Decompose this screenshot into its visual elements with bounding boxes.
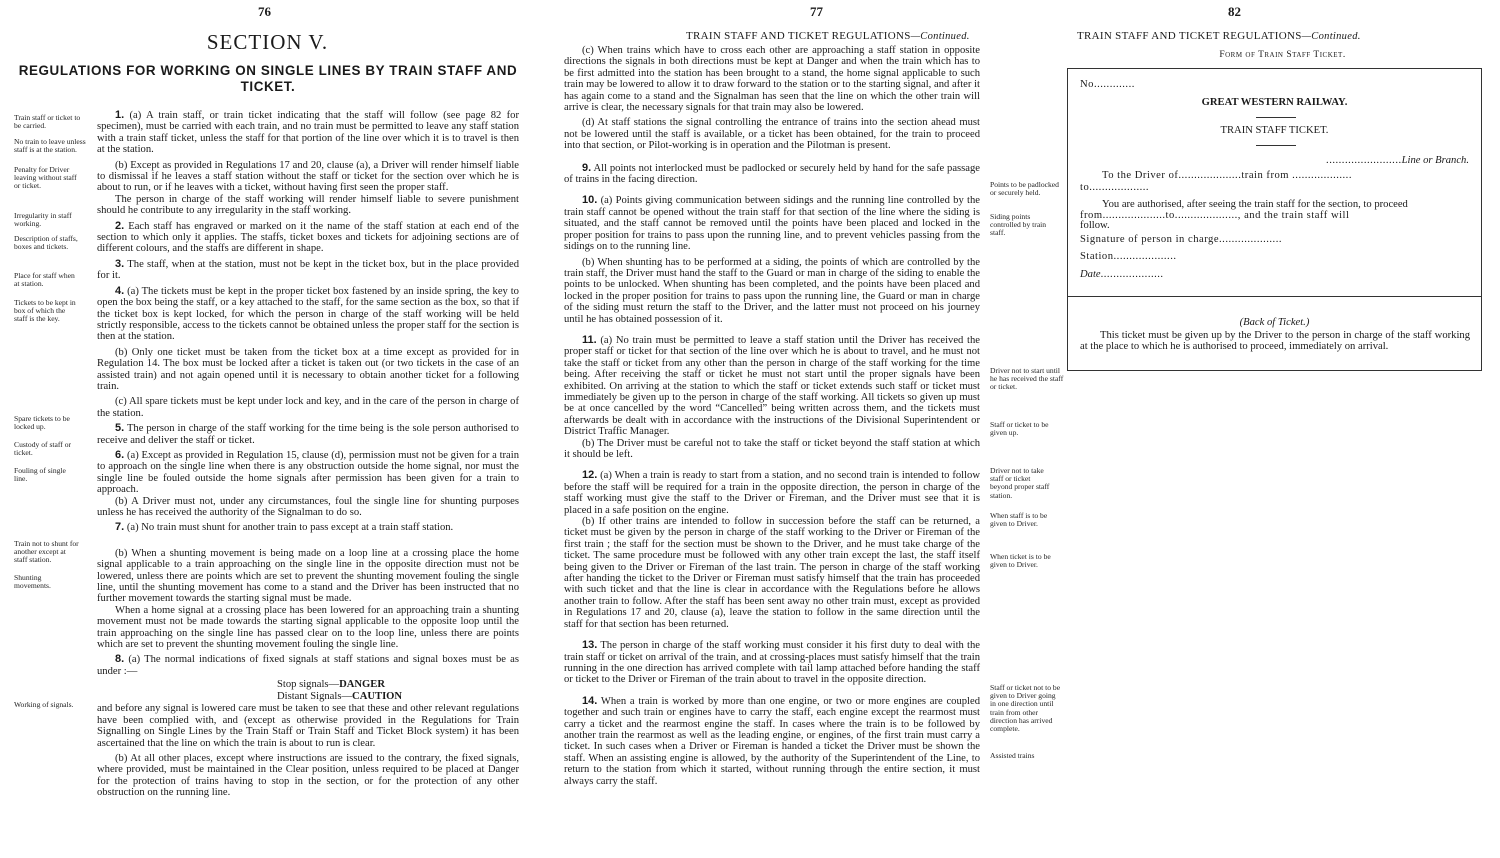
margin-note: Irregularity in staff working.	[14, 211, 72, 229]
to-line: to...................	[1080, 182, 1150, 193]
margin-note: Points to be padlocked or securely held.	[990, 180, 1059, 198]
ticket-number: No.............	[1080, 79, 1135, 90]
regulation-10a: 10. (a) Points giving communication between sidings and the running line controlled by the train staff cannot be opened without the train staff for that section of the line where the siding is situated, and the staff cannot be removed until the points have been placed and locked in the proper position for trains to pass upon the running line, and to prevent vehicles passing from the sidings on to the running line.	[564, 194, 980, 253]
running-head: TRAIN STAFF AND TICKET REGULATIONS—Continued.	[1077, 30, 1361, 42]
regulation-8c: (c) When trains which have to cross each other are approaching a staff station in opposite directions the signals in both directions must be kept at Danger and when the train which has to be first admitted into the station has been brought to a stand, the home signal applicable to such train may be lowered to allow it to draw forward to the station or to the starting signal, and after it has again come to a stand and the Signalman has seen that the line on which the other train will arrive is clear, the necessary signals for that train may also be lowered.	[564, 45, 980, 114]
regulation-8b: (b) At all other places, except where instructions are issued to the contrary, the fixed signals, where provided, must be maintained in the Clear position, unless required to be placed at Danger for the protection of trains having to stop in the section, or for the protection of any other obstruction on the running line.	[97, 752, 519, 799]
margin-note: Tickets to be kept in box of which the staff is the key.	[14, 298, 76, 324]
page-number: 82	[1228, 4, 1241, 19]
margin-note: Train not to shunt for another except at staff station.	[14, 539, 79, 565]
regulation-1a: 1. (a) A train staff, or train ticket indicating that the staff will follow (see page 82 for specimen), must be carried with each train, and no train must be permitted to leave any staff station with a train staff ticket, unless the staff for that portion of the line over which it is to travel is then at the station.	[97, 109, 519, 156]
regulation-7a: 7. (a) No train must shunt for another train to pass except at a train staff station.	[115, 521, 454, 534]
regulation-4a: 4. (a) The tickets must be kept in the proper ticket box fastened by an inside spring, the key to open the box being the staff, or a key attached to the staff, for the same section as the box, so that if the ticket box is kept locked, for which the person in charge of the staff working will be held strictly responsible, access to the tickets cannot be obtained unless the proper staff for the section is then at the station.	[97, 284, 519, 343]
regulation-8a: 8. (a) The normal indications of fixed signals at staff stations and signal boxes must be as under :—	[97, 653, 519, 677]
regulation-8d: (d) At staff stations the signal controlling the entrance of trains into the section ahead must not be lowered until the staff is available, or a ticket has been obtained, for the train to proceed into that section, or Pilot-working is in operation and the Pilotman is present.	[564, 117, 980, 152]
page-number: 76	[258, 4, 271, 19]
margin-note: Description of staffs, boxes and tickets.	[14, 234, 78, 252]
authorised-line-1: You are authorised, after seeing the train staff for the section, to proceed	[1102, 199, 1408, 210]
page-76	[0, 0, 535, 858]
page-number: 77	[810, 4, 823, 19]
margin-note: When staff is to be given to Driver.	[990, 511, 1048, 529]
regulation-10b: (b) When shunting has to be performed at a siding, the points of which are controlled by the train staff, the Driver must hand the staff to the Guard or man in charge of the siding to enable the points to be unlocked. When shunting has been completed, and the points have been placed and locked in the proper position for trains to pass upon the running line, the Guard or man in charge of the siding must return the staff to the Driver, and the latter must not proceed on his journey until he has obtained possession of it.	[564, 256, 980, 325]
divider	[1256, 145, 1296, 146]
margin-note: Assisted trains	[990, 751, 1035, 760]
distant-signals-line: Distant Signals—CAUTION	[277, 691, 403, 703]
margin-note: Shunting movements.	[14, 573, 51, 591]
running-head: TRAIN STAFF AND TICKET REGULATIONS—Continued.	[686, 30, 970, 42]
margin-note: Train staff or ticket to be carried.	[14, 113, 81, 131]
page-82	[1065, 0, 1500, 858]
margin-note: Penalty for Driver leaving without staff or ticket.	[14, 165, 77, 191]
regulation-7c: When a home signal at a crossing place has been lowered for an approaching train a shunting movement must not be made towards the starting signal applicable to the opposite loop until the train approaching on the single line has passed clear on to the loop line, unless there are points which are set to prevent the shunting movement fouling the single line.	[97, 604, 519, 651]
station-line: Station....................	[1080, 251, 1177, 262]
authorised-line-2: from....................to...................., and the train staff will	[1080, 210, 1350, 221]
line-or-branch: ........................Line or Branch.	[1326, 155, 1469, 166]
margin-note: Siding points controlled by train staff.	[990, 212, 1047, 238]
divider	[1256, 117, 1296, 118]
regulation-14: 14. When a train is worked by more than one engine, or two or more engines are coupled together and such train or engines have to carry the staff, each engine except the rearmost must carry a ticket and the rearmost engine the staff. In cases where the train is to be followed by another train the rearmost as well as the leading engine, or engines, of the first train must carry a ticket. In such cases when a Driver or Fireman is handed a ticket the Driver must be shown the staff. When an assisting engine is allowed, by the authority of the Superintendent of the Line, to return to the station from which it started, without running through the entire section, it must always carry the staff.	[564, 694, 980, 787]
margin-note: Driver not to take staff or ticket beyond proper staff station.	[990, 466, 1050, 500]
back-of-ticket-heading: (Back of Ticket.)	[1239, 317, 1310, 328]
date-line: Date....................	[1080, 269, 1164, 280]
train-staff-ticket-form	[1067, 68, 1482, 371]
regulation-11a: 11. (a) No train must be permitted to leave a staff station until the Driver has received the proper staff or ticket for that section of the line over which he is about to travel, and he must not take the staff or ticket from any other than the person in charge of the staff working for the time being. After receiving the staff or ticket he must not start until the proper signals have been exhibited. On arriving at the station to which the staff or ticket extends such staff or ticket must immediately be given up to the person in charge of the staff working. All tickets so given up must be at once cancelled by the word “Cancelled” being written across them, and the tickets must afterwards be dealt with in accordance with the instructions of the Divisional Superintendent or District Traffic Manager.	[564, 333, 980, 438]
regulation-4b: (b) Only one ticket must be taken from the ticket box at a time except as provided for in Regulation 14. The box must be locked after a ticket is taken out (or two tickets in the case of an assisted train) and not again opened until it is necessary to obtain another ticket for a following train.	[97, 346, 519, 392]
regulation-9: 9. All points not interlocked must be padlocked or securely held by hand for the safe passage of trains in the facing direction.	[564, 161, 980, 186]
margin-note: When ticket is to be given to Driver.	[990, 552, 1051, 570]
regulations-body	[97, 110, 519, 799]
to-driver-line: To the Driver of....................train from ...................	[1102, 170, 1352, 181]
regulation-5: 5. The person in charge of the staff working for the time being is the sole person authorised to receive and deliver the staff or ticket.	[97, 422, 519, 446]
regulation-1c: The person in charge of the staff working will render himself liable to severe punishment should he contribute to any irregularity in the staff working.	[97, 193, 519, 217]
regulation-13: 13. The person in charge of the staff working must consider it his first duty to deal with the train staff or ticket on arrival of the train, and at crossing-places must satisfy himself that the train running in the one direction has arrived complete with tail lamp attached before handing the staff or ticket to the Driver or Fireman of the train about to travel in the opposite direction.	[564, 639, 980, 686]
regulations-title: REGULATIONS FOR WORKING ON SINGLE LINES BY TRAIN STAFF AND TICKET.	[18, 63, 518, 94]
page-77	[540, 0, 1065, 858]
regulation-12a: 12. (a) When a train is ready to start from a station, and no second train is intended to follow before the staff will be required for a train in the opposite direction, the person in charge of the staff working must give the staff to the Driver or Fireman, and the Driver must see that it is placed in a safe position on the engine.	[564, 469, 980, 516]
company-name: GREAT WESTERN RAILWAY.	[1201, 97, 1348, 108]
margin-note: Staff or ticket not to be given to Driver going in one direction until train from other direction has arrived complete.	[990, 683, 1061, 734]
signature-line: Signature of person in charge....................	[1080, 234, 1283, 245]
authorised-line-3: follow.	[1080, 220, 1110, 231]
regulation-6b: (b) A Driver must not, under any circumstances, foul the single line for shunting purposes unless he has received the authority of the Signalman to do so.	[97, 495, 519, 518]
margin-note: Custody of staff or ticket.	[14, 440, 72, 458]
regulation-12b: (b) If other trains are intended to follow in succession before the staff can be returned, a ticket must be given by the person in charge of the staff working to the Driver or Fireman of the first train ; the staff for the section must be shown to the Driver, and he must take charge of the ticket. The same procedure must be followed with any other train except the last, the staff itself being given to the Driver or Fireman of the last train. The person in charge of the staff working after handing the ticket to the Driver or Fireman must satisfy himself that the train has proceeded with such ticket and that the line is clear in accordance with the Regulations before he allows another train to follow. After the staff has been sent away no other train must, except as provided in Regulations 17 and 20, clause (a), leave the station to follow in the same direction until the staff for that section has been returned.	[564, 516, 980, 630]
section-title: SECTION V.	[206, 30, 329, 54]
regulation-6a: 6. (a) Except as provided in Regulation 15, clause (d), permission must not be given for a train to approach on the single line when there is any obstruction outside the home signal, nor must the single line be fouled outside the home signals after permission has been given for a train to approach.	[97, 448, 519, 496]
margin-note: Driver not to start until he has received the staff or ticket.	[990, 366, 1064, 392]
margin-note: Staff or ticket to be given up.	[990, 420, 1049, 438]
regulations-body	[564, 45, 980, 787]
margin-note: No train to leave unless staff is at the station.	[14, 137, 86, 155]
regulation-2: 2. Each staff has engraved or marked on it the name of the staff station at each end of the section to which only it applies. The staffs, ticket boxes and tickets for adjoining sections are of different colours, and the staffs are different in shape.	[97, 219, 519, 255]
regulation-1b: (b) Except as provided in Regulations 17 and 20, clause (a), a Driver will render himself liable to dismissal if he leaves a staff station without the staff or ticket for the section over which he is about to run, or if he leaves with a ticket, without having first seen the proper staff.	[97, 159, 519, 194]
margin-note: Working of signals.	[14, 700, 74, 709]
ticket-front	[1068, 69, 1481, 297]
margin-note: Fouling of single line.	[14, 466, 66, 484]
regulation-11b: (b) The Driver must be careful not to take the staff or ticket beyond the staff station at which it should be left.	[564, 437, 980, 460]
regulation-7b: (b) When a shunting movement is being made on a loop line at a crossing place the home signal applicable to a train approaching on the single line in the opposite direction must not be lowered, unless there are points which are set to prevent the shunting movement fouling the single line, until the shunting movement has come to a stand and the Driver has been instructed that no further movement towards the starting signal must be made.	[97, 547, 519, 605]
margin-note: Spare tickets to be locked up.	[14, 414, 70, 432]
regulation-4c: (c) All spare tickets must be kept under lock and key, and in the care of the person in charge of the station.	[97, 396, 519, 419]
ticket-title: TRAIN STAFF TICKET.	[1220, 125, 1329, 136]
form-heading: Form of Train Staff Ticket.	[1219, 50, 1346, 60]
back-of-ticket-text: This ticket must be given up by the Driver to the person in charge of the staff working at the place to which he is authorised to proceed, immediately on arrival.	[1080, 330, 1470, 352]
stop-signals-line: Stop signals—DANGER	[277, 679, 386, 691]
regulation-8a-continued: and before any signal is lowered care must be taken to see that these and other relevant regulations have been complied with, and (except as otherwise provided in the Regulations for Train Signalling on Single Lines by the Train Staff or Train Staff and Ticket Block system) it has been ascertained that the line on which the train is about to run is clear.	[97, 703, 519, 749]
regulation-3: 3. The staff, when at the station, must not be kept in the ticket box, but in the place provided for it.	[97, 257, 519, 282]
margin-note: Place for staff when at station.	[14, 271, 75, 289]
